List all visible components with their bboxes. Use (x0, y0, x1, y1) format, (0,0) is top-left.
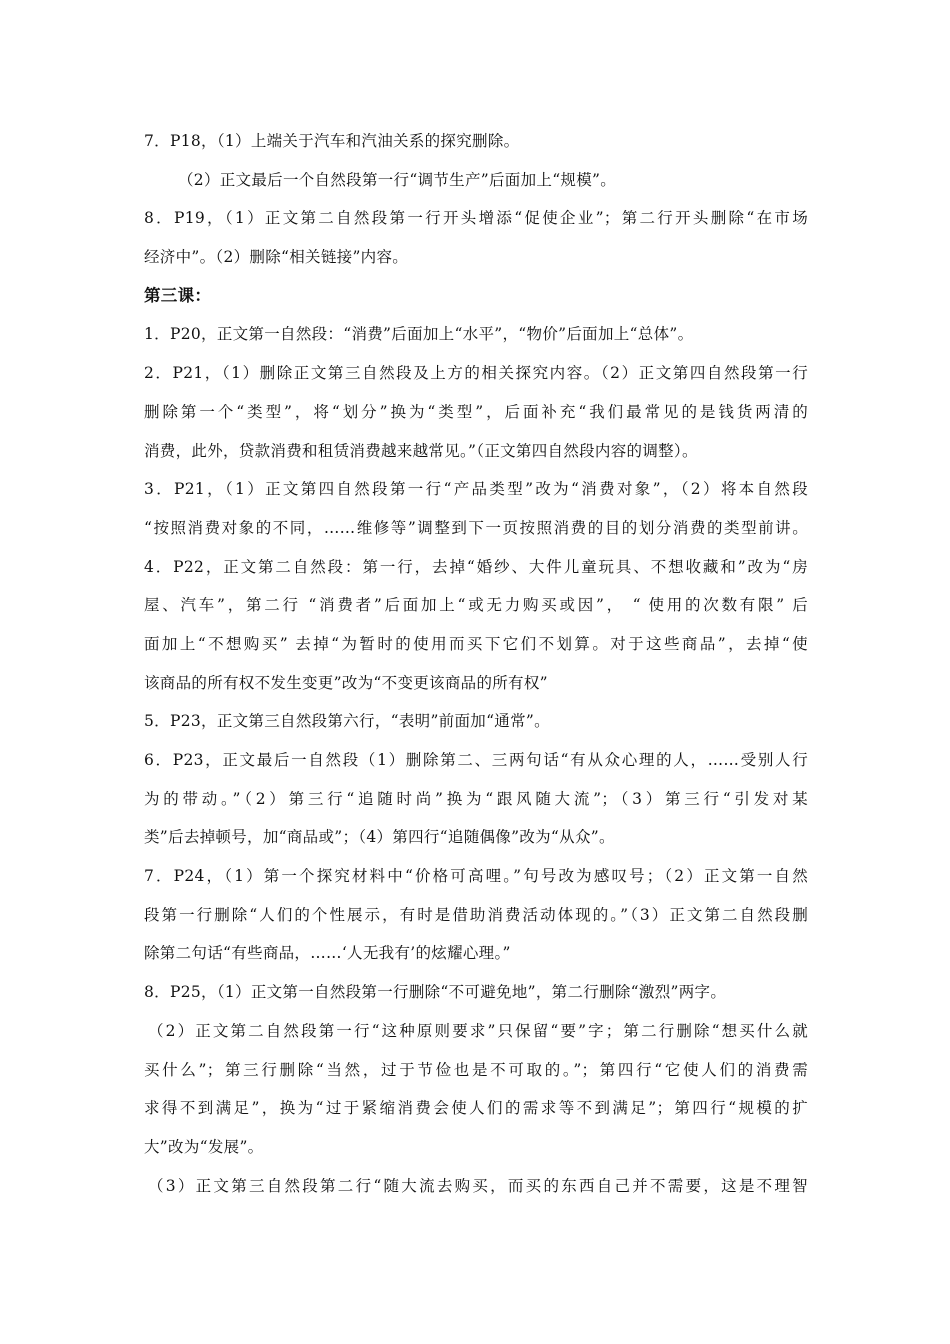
text-line: “按照消费对象的不同，……维修等”调整到下一页按照消费的目的划分消费的类型前讲。 (144, 518, 808, 537)
text-line: 屋、汽车”，第二行 “消费者”后面加上“或无力购买或因”， “ 使用的次数有限” 后 (144, 596, 808, 615)
text-line: （2）正文第二自然段第一行“这种原则要求”只保留“要”字；第二行删除“想买什么就 (148, 1021, 808, 1040)
text-line: 面加上“不想购买” 去掉“为暂时的使用而买下它们不划算。对于这些商品”，去掉“使 (144, 634, 808, 653)
text-line: 6．P23，正文最后一自然段（1）删除第二、三两句话“有从众心理的人，……受别人行 (144, 751, 808, 769)
text-line: 8．P25，（1）正文第一自然段第一行删除“不可避免地”，第二行删除“激烈”两字。 (144, 983, 727, 1002)
text-line: 2．P21，（1）删除正文第三自然段及上方的相关探究内容。（2）正文第四自然段第一行 (144, 364, 808, 383)
document-body (144, 122, 808, 1205)
text-line: 该商品的所有权不发生变更”改为“不变更该商品的所有权” (144, 673, 548, 692)
text-line: 4．P22，正文第二自然段：第一行，去掉“婚纱、大件儿童玩具、不想收藏和”改为“房 (144, 557, 808, 576)
text-line: 7．P24，（1）第一个探究材料中“价格可高哩。”句号改为感叹号；（2）正文第一自然 (144, 867, 808, 886)
text-line: 大”改为“发展”。 (144, 1137, 264, 1156)
text-line: 3．P21，（1）正文第四自然段第一行“产品类型”改为“消费对象”，（2）将本自然段 (144, 480, 808, 499)
text-line: 经济中”。（2）删除“相关链接”内容。 (144, 248, 409, 267)
text-line: 除第二句话“有些商品，……‘人无我有’的炫耀心理。” (144, 944, 511, 963)
text-line: 1．P20，正文第一自然段：“消费”后面加上“水平”，“物价”后面加上“总体”。 (144, 325, 694, 344)
text-line: 7．P18，（1）上端关于汽车和汽油关系的探究删除。 (144, 132, 520, 150)
text-line: 类”后去掉顿号，加“商品或”；（4）第四行“追随偶像”改为“从众”。 (144, 828, 615, 847)
text-line: 买什么”；第三行删除“当然，过于节俭也是不可取的。”；第四行“它使人们的消费需 (144, 1060, 808, 1079)
text-line: 8．P19，（1）正文第二自然段第一行开头增添“促使企业”；第二行开头删除“在市场 (144, 209, 808, 228)
text-line: 5．P23，正文第三自然段第六行，“表明”前面加“通常”。 (144, 712, 550, 731)
text-line: 为的带动。”（2）第三行“追随时尚”换为“跟风随大流”；（3）第三行“引发对某 (144, 789, 808, 808)
text-line: 求得不到满足”，换为“过于紧缩消费会使人们的需求等不到满足”；第四行“规模的扩 (144, 1099, 808, 1118)
section-heading: 第三课： (144, 285, 212, 305)
text-line: 段第一行删除“人们的个性展示，有时是借助消费活动体现的。”（3）正文第二自然段删 (144, 905, 808, 924)
text-line: （3）正文第三自然段第二行“随大流去购买，而买的东西自己并不需要，这是不理智 (148, 1176, 808, 1195)
text-line: （2）正文最后一个自然段第一行“调节生产”后面加上“规模”。 (178, 170, 617, 189)
text-line: 消费，此外，贷款消费和租赁消费越来越常见。”（正文第四自然段内容的调整）。 (144, 441, 698, 460)
text-line: 删除第一个“类型”，将“划分”换为“类型”，后面补充“我们最常见的是钱货两清的 (144, 402, 808, 421)
